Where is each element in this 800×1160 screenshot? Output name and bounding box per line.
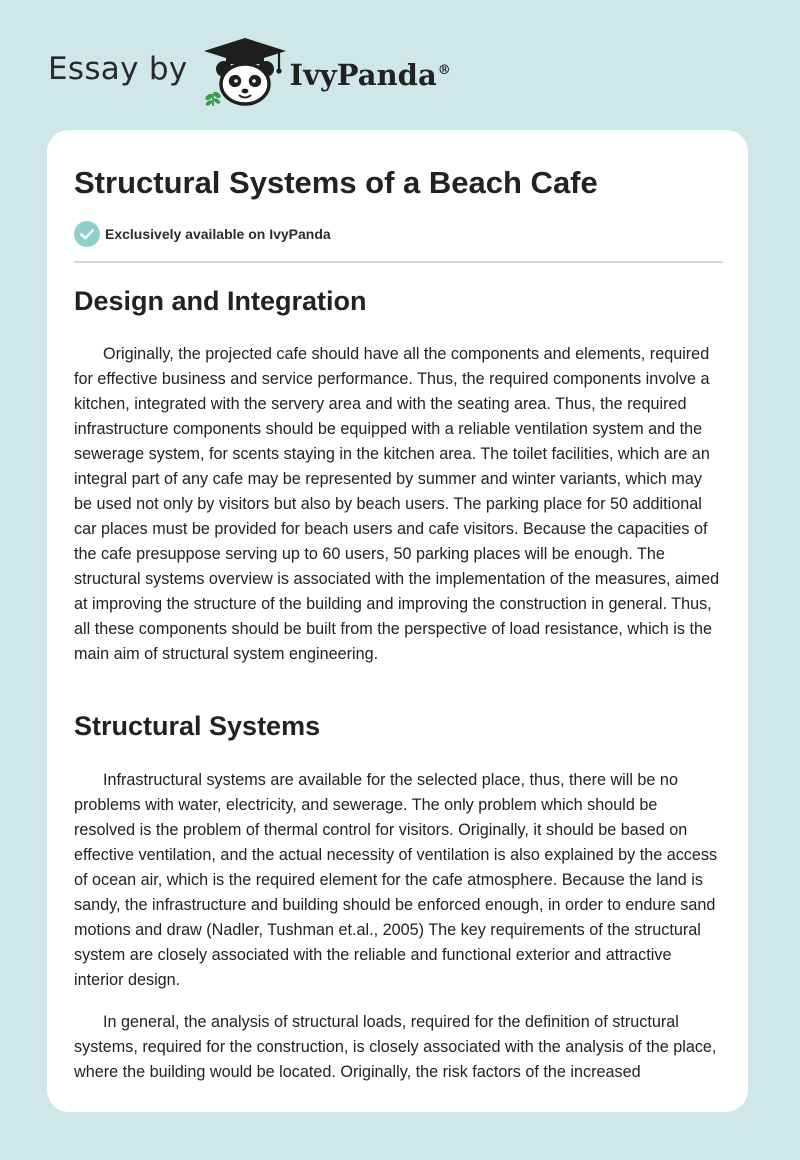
- article-card: [47, 130, 748, 1112]
- brand-prefix: Essay by: [48, 51, 188, 87]
- section-heading-structural-systems: Structural Systems: [74, 711, 321, 741]
- exclusive-badge: [74, 221, 331, 247]
- registered-mark: ®: [437, 63, 451, 79]
- section-heading-design-integration: Design and Integration: [74, 286, 367, 316]
- article-title: Structural Systems of a Beach Cafe: [74, 165, 598, 200]
- site-header: [48, 36, 451, 108]
- panda-graduate-logo-icon[interactable]: [202, 36, 288, 108]
- paragraph: Infrastructural systems are available for the selected place, thus, there will be no problems with water, electricity, and sewerage. The only problem which should be resolved is the problem of thermal control for visitors. Originally, it should be based on effective ventilation, and the actual necessity of ventilation is also explained by the access of ocean air, which is the required element for the cafe atmosphere. Because the land is sandy, the infrastructure and building should be enforced enough, in order to endure sand motions and draw (Nadler, Tushman et.al., 2005) The key requirements of the structural system are closely associated with the reliable and functional exterior and attractive interior design.: [74, 771, 718, 989]
- title-divider: [74, 261, 723, 263]
- paragraph: In general, the analysis of structural loads, required for the definition of structural systems, required for the construction, is closely associated with the analysis of the place, where the building would be located. Originally, the risk factors of the increased: [74, 1013, 717, 1081]
- exclusive-badge-text: Exclusively available on IvyPanda: [105, 226, 331, 242]
- check-circle-icon: [74, 221, 100, 247]
- brand-name[interactable]: [290, 58, 451, 92]
- paragraph: Originally, the projected cafe should have all the components and elements, required for effective business and service performance. Thus, the required components involve a kitchen, integrated with the servery area and with the seating area. Thus, the required infrastructure components should be equipped with a reliable ventilation system and the sewerage system, for scents staying in the kitchen area. The toilet facilities, which are an integral part of any cafe may be represented by summer and winter variants, which may be used not only by visitors but also by beach users. The parking place for 50 additional car places must be provided for beach users and cafe visitors. Because the capacities of the cafe presuppose serving up to 60 users, 50 parking places will be enough. The structural systems overview is associated with the implementation of the measures, aimed at improving the structure of the building and improving the construction in general. Thus, all these components should be built from the perspective of load resistance, which is the main aim of structural system engineering.: [74, 345, 720, 663]
- brand-name-text: IvyPanda: [289, 58, 437, 92]
